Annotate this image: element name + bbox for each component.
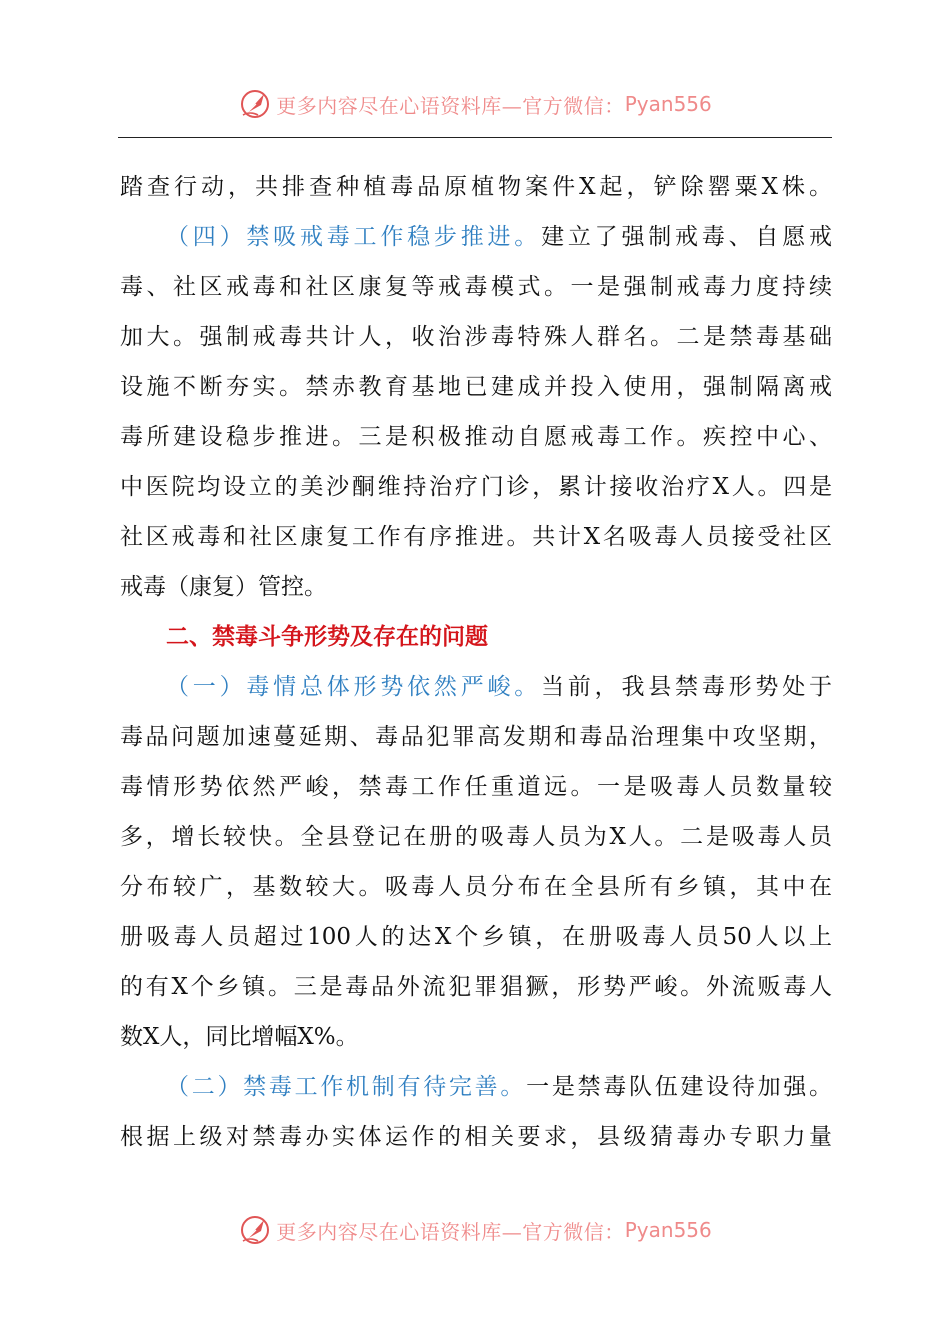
paragraph-line: 设施不断夯实。禁赤教育基地已建成并投入使用，强制隔离戒 [120,374,832,400]
quill-logo-icon [238,1213,272,1247]
paragraph-text: 建立了强制戒毒、自愿戒 [541,224,833,250]
paragraph-line: 多，增长较快。全县登记在册的吸毒人员为X人。二是吸毒人员 [120,824,832,850]
paragraph-line: 加大。强制戒毒共计人，收治涉毒特殊人群名。二是禁毒基础 [120,324,832,350]
paragraph-text: 当前，我县禁毒形势处于 [541,674,833,700]
watermark-text: 更多内容尽在心语资料库—官方微信： [276,1219,625,1244]
subheading-1: （一）毒情总体形势依然严峻。 [166,674,542,700]
paragraph-line: 册吸毒人员超过100人的达X个乡镇，在册吸毒人员50人以上 [120,924,832,950]
paragraph-1-first-line [120,662,832,712]
paragraph-line: 毒所建设稳步推进。三是积极推动自愿戒毒工作。疾控中心、 [120,424,832,450]
paragraph-line: 毒、社区戒毒和社区康复等戒毒模式。一是强制戒毒力度持续 [120,274,832,300]
footer-watermark [0,1210,950,1250]
document-body [120,162,832,1162]
watermark-wechat-id: Pyan556 [624,1218,712,1242]
paragraph-line: 中医院均设立的美沙酮维持治疗门诊，累计接收治疗X人。四是 [120,474,832,500]
paragraph-line: 的有X个乡镇。三是毒品外流犯罪猖獗，形势严峻。外流贩毒人 [120,974,832,1000]
paragraph-line: 数X人，同比增幅X%。 [120,1024,359,1050]
paragraph-line: 社区戒毒和社区康复工作有序推进。共计X名吸毒人员接受社区 [120,524,832,550]
paragraph-text: 一是禁毒队伍建设待加强。 [526,1074,833,1100]
watermark-wechat-id: Pyan556 [624,92,712,116]
paragraph-line: 毒品问题加速蔓延期、毒品犯罪高发期和毒品治理集中攻坚期， [120,724,832,750]
section-heading [120,612,832,662]
subheading-4: （四）禁吸戒毒工作稳步推进。 [166,224,542,250]
section-2-title: 二、禁毒斗争形势及存在的问题 [166,624,488,650]
paragraph-4-first-line [120,212,832,262]
paragraph-line: 根据上级对禁毒办实体运作的相关要求，县级猜毒办专职力量 [120,1124,832,1150]
paragraph-line: 踏查行动，共排查种植毒品原植物案件X起，铲除罂粟X株。 [120,174,832,200]
header-watermark [0,84,950,124]
paragraph-line: 戒毒（康复）管控。 [120,574,327,600]
quill-logo-icon [238,87,272,121]
header-divider [118,137,832,138]
paragraph-2-first-line [120,1062,832,1112]
paragraph-line: 毒情形势依然严峻，禁毒工作任重道远。一是吸毒人员数量较 [120,774,832,800]
subheading-2: （二）禁毒工作机制有待完善。 [166,1074,527,1100]
paragraph-line: 分布较广，基数较大。吸毒人员分布在全县所有乡镇，其中在 [120,874,832,900]
watermark-text: 更多内容尽在心语资料库—官方微信： [276,93,625,118]
